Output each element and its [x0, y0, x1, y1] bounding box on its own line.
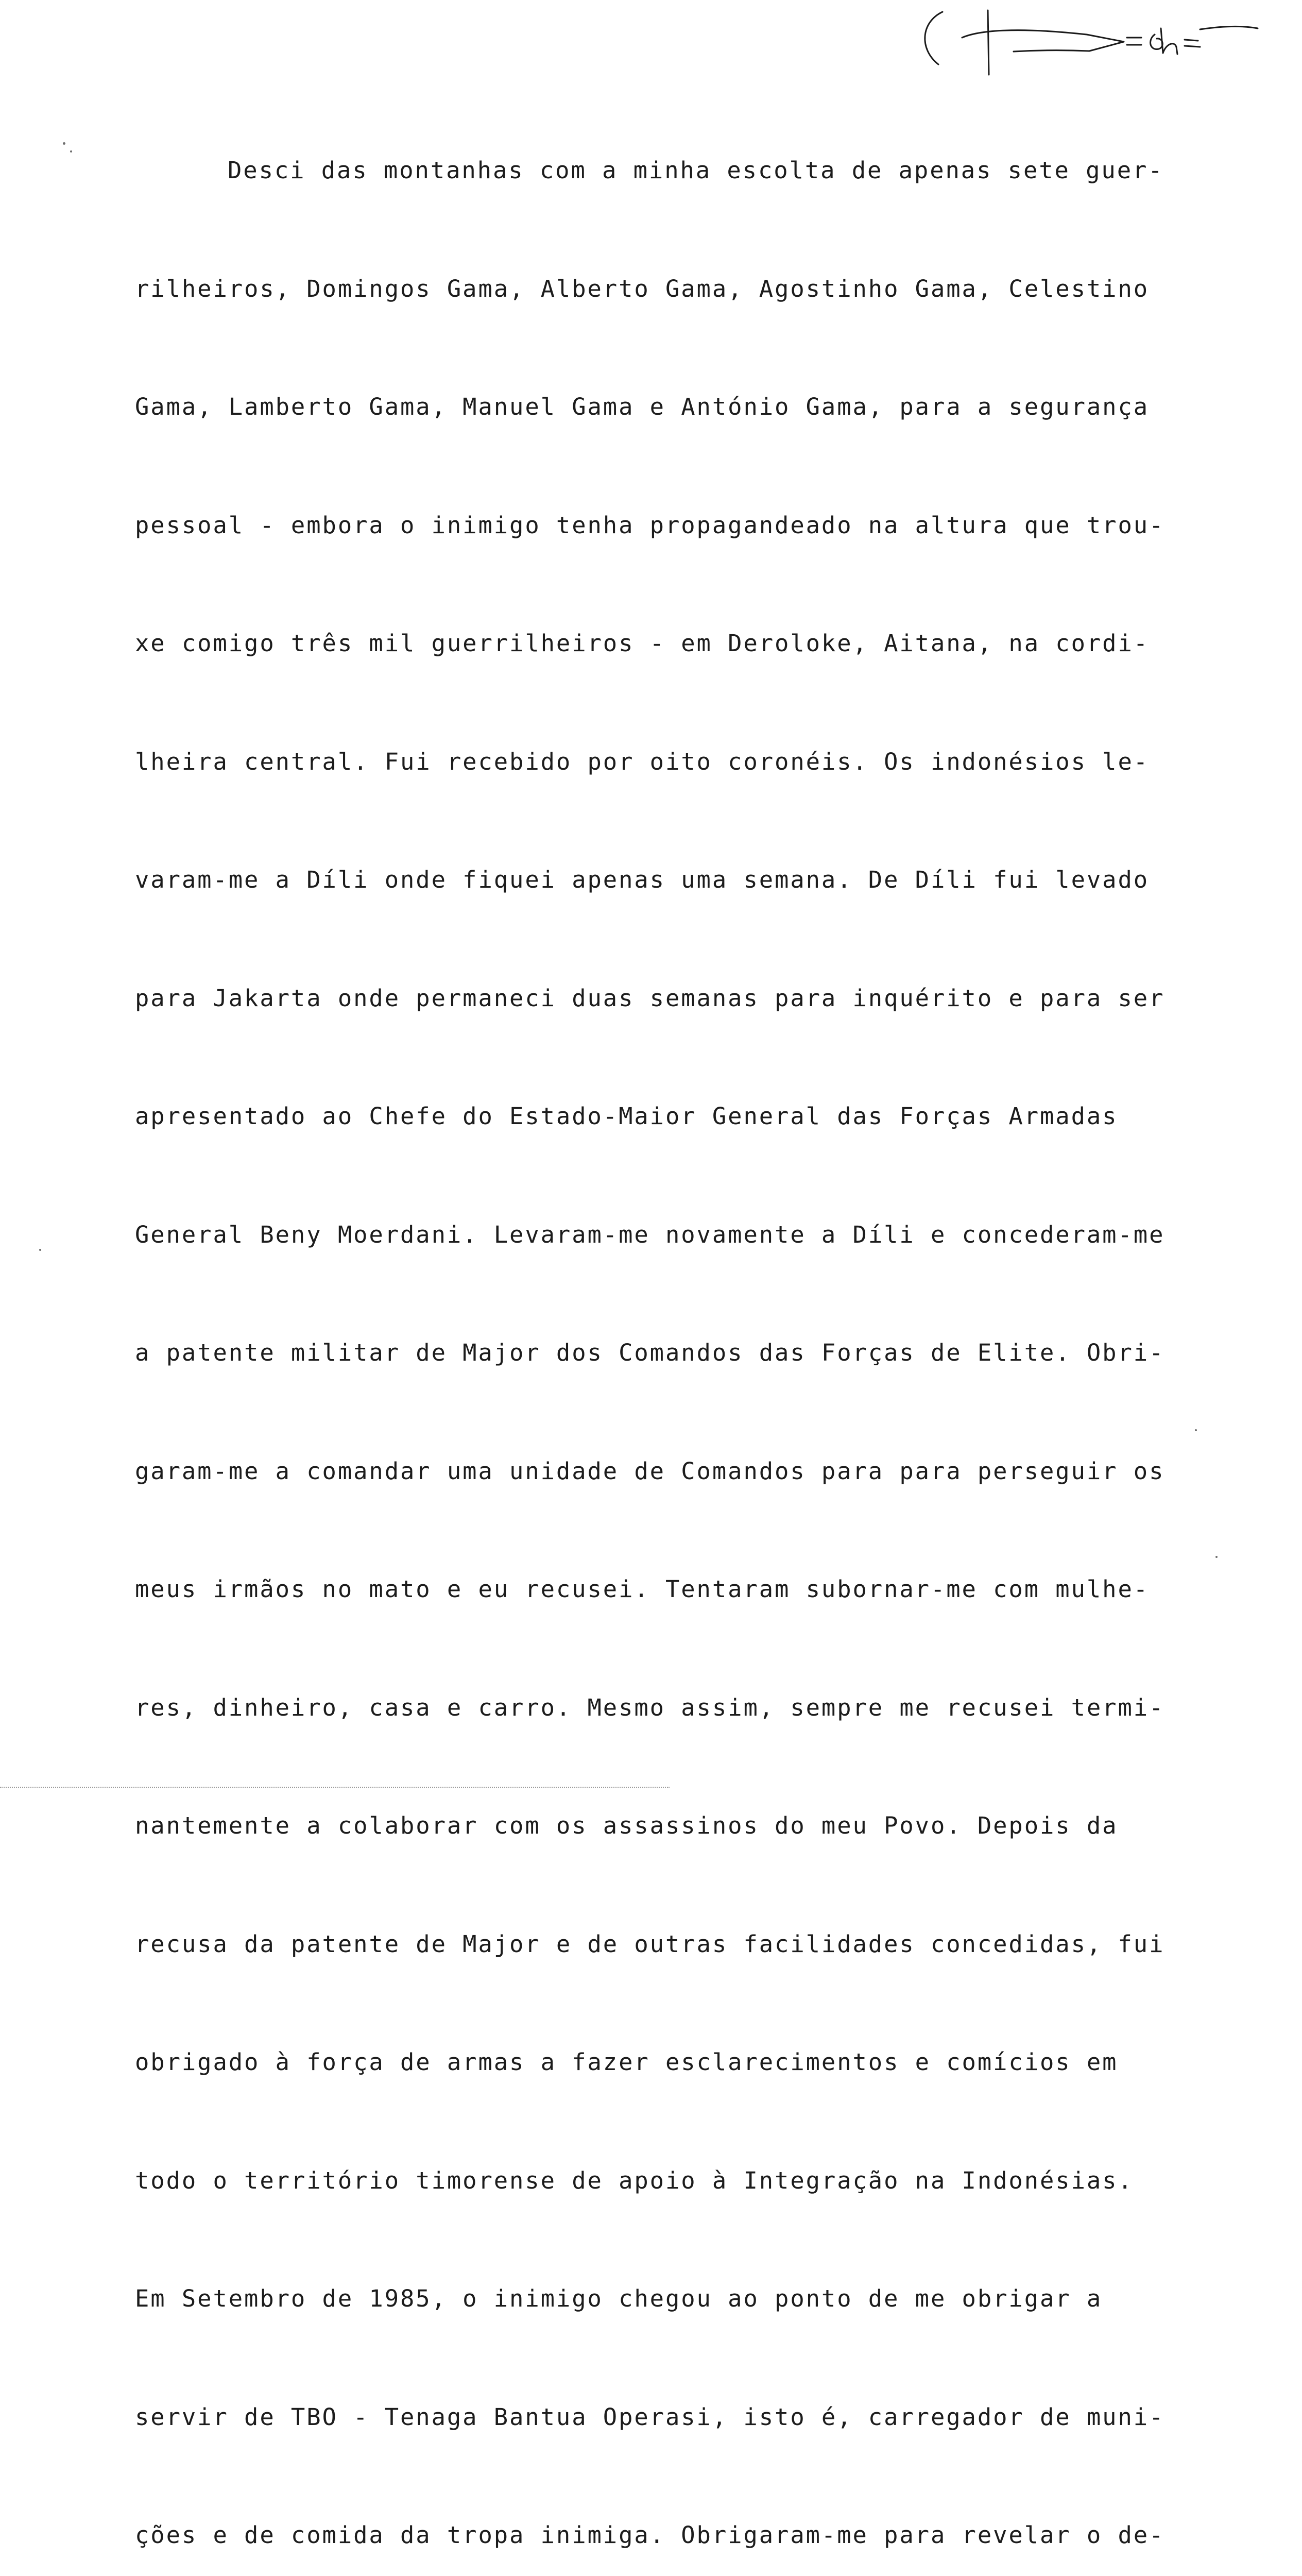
bracket-mark: [925, 12, 943, 64]
text-line: Em Setembro de 1985, o inimigo chegou ao ponto de me obrigar a: [135, 2285, 1103, 2312]
text-line: varam-me a Díli onde fiquei apenas uma semana. De Díli fui levado: [135, 866, 1150, 893]
text-line: recusa da patente de Major e de outras facilidades concedidas, fui: [135, 1930, 1165, 1958]
text-line: garam-me a comandar uma unidade de Comandos para para perseguir os: [135, 1457, 1165, 1485]
scan-speck: [63, 142, 65, 145]
scan-speck: [1195, 1429, 1197, 1431]
scan-speck: [39, 1249, 41, 1251]
initials-mark: [1151, 28, 1177, 54]
text-line: xe comigo três mil guerrilheiros - em Deroloke, Aitana, na cordi-: [135, 630, 1150, 657]
text-line: ções e de comida da tropa inimiga. Obrigaram-me para revelar o de-: [135, 2521, 1165, 2549]
scan-speck: [1215, 1556, 1218, 1558]
typed-letter-body: [135, 72, 1247, 2576]
text-line: Desci das montanhas com a minha escolta de apenas sete guer-: [228, 157, 1164, 184]
text-line: nantemente a colaborar com os assassinos do meu Povo. Depois da: [135, 1812, 1118, 1839]
arrow-mark: [962, 30, 1124, 52]
text-line: pessoal - embora o inimigo tenha propagandeado na altura que trou-: [135, 511, 1165, 539]
text-line: rilheiros, Domingos Gama, Alberto Gama, Agostinho Gama, Celestino: [135, 275, 1150, 302]
text-line: lheira central. Fui recebido por oito coronéis. Os indonésios le-: [135, 748, 1150, 775]
text-line: a patente militar de Major dos Comandos das Forças de Elite. Obri-: [135, 1339, 1165, 1366]
text-line: servir de TBO - Tenaga Bantua Operasi, isto é, carregador de muni-: [135, 2403, 1165, 2431]
tail-mark: [1185, 26, 1258, 47]
text-line: para Jakarta onde permaneci duas semanas para inquérito e para ser: [135, 984, 1165, 1012]
text-line: Gama, Lamberto Gama, Manuel Gama e António Gama, para a segurança: [135, 393, 1150, 420]
text-line: apresentado ao Chefe do Estado-Maior General das Forças Armadas: [135, 1103, 1118, 1130]
text-line: General Beny Moerdani. Levaram-me novamente a Díli e concederam-me: [135, 1221, 1165, 1248]
text-line: res, dinheiro, casa e carro. Mesmo assim, sempre me recusei termi-: [135, 1693, 1165, 1721]
scan-speck: [70, 150, 72, 152]
handwritten-annotation: [912, 8, 1262, 77]
text-line: meus irmãos no mato e eu recusei. Tentaram subornar-me com mulhe-: [135, 1575, 1150, 1603]
text-line: obrigado à força de armas a fazer esclarecimentos e comícios em: [135, 2048, 1118, 2076]
text-line: todo o território timorense de apoio à Integração na Indonésias.: [135, 2166, 1134, 2194]
vertical-stroke-mark: [988, 10, 989, 75]
scan-edge-mark: [0, 1787, 670, 1788]
equals-mark: [1127, 38, 1141, 45]
